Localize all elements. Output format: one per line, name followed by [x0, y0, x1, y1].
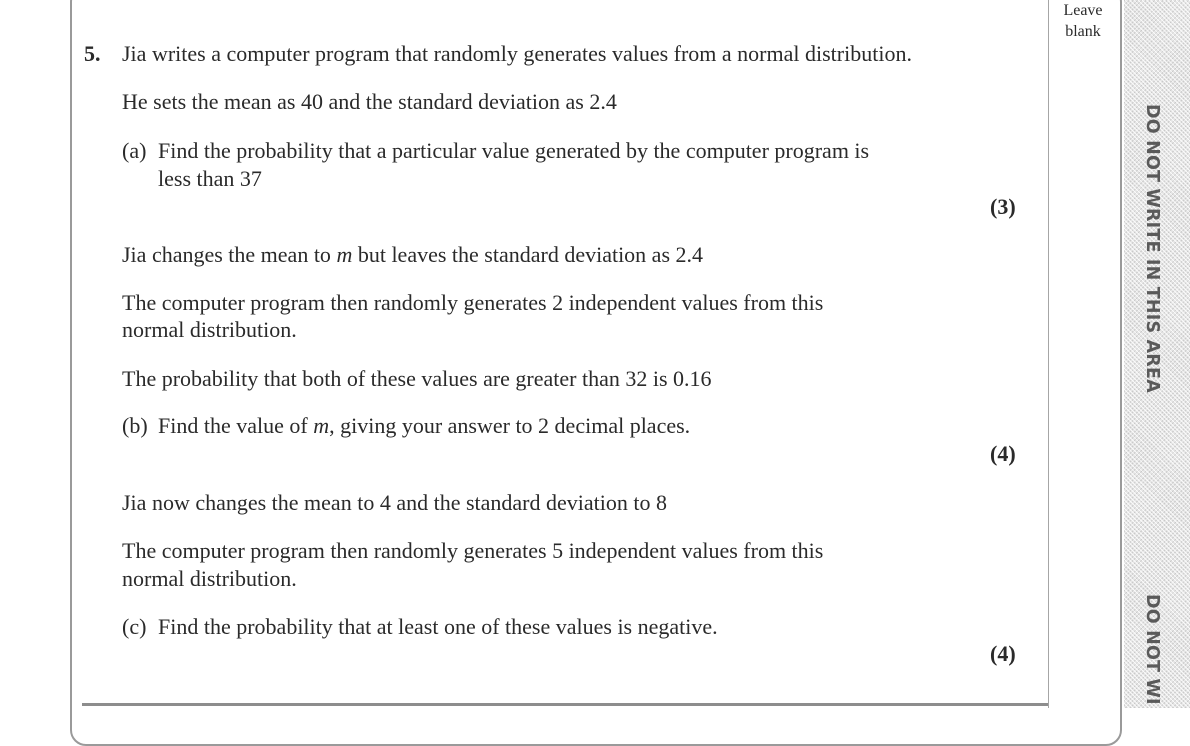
part-a-label: (a) — [122, 138, 147, 163]
stem-b-pre: Jia changes the mean to — [122, 242, 337, 267]
part-c-text: Find the probability that at least one of these values is negative. — [158, 614, 718, 639]
part-b-pre: Find the value of — [158, 413, 314, 438]
part-b-variable: m — [313, 413, 330, 438]
part-a-marks: (3) — [990, 194, 1016, 219]
question-intro-line2: He sets the mean as 40 and the standard deviation as 2.4 — [122, 89, 617, 114]
stem-b-variable: m — [336, 242, 353, 267]
leave-blank-label — [1055, 0, 1111, 42]
part-b-post: , giving your answer to 2 decimal places. — [329, 413, 691, 438]
stem-b-line1 — [122, 241, 703, 268]
part-b-marks: (4) — [990, 441, 1016, 466]
leave-blank-line2: blank — [1065, 23, 1101, 40]
stem-c2-line2: normal distribution. — [122, 566, 297, 591]
stem-b2-line1: The computer program then randomly generates 2 independent values from this — [122, 290, 824, 315]
do-not-write-label-cut: DO NOT WI — [1142, 594, 1162, 705]
margin-divider — [1048, 0, 1049, 708]
stem-c2-line1: The computer program then randomly generates 5 independent values from this — [122, 538, 824, 563]
stem-b2-line2: normal distribution. — [122, 317, 297, 342]
stem-b3: The probability that both of these values are greater than 32 is 0.16 — [122, 366, 712, 391]
do-not-write-label: DO NOT WRITE IN THIS AREA — [1142, 104, 1162, 393]
part-c-label: (c) — [122, 614, 147, 639]
part-a-line1 — [122, 137, 869, 164]
bottom-rule — [82, 703, 1048, 706]
stem-c1: Jia now changes the mean to 4 and the standard deviation to 8 — [122, 490, 667, 515]
question-intro-line1 — [84, 40, 912, 67]
intro-text-1: Jia writes a computer program that randomly generates values from a normal distribution. — [122, 41, 912, 66]
leave-blank-line1: Leave — [1063, 2, 1103, 19]
question-number: 5. — [84, 41, 101, 66]
part-a-line2: less than 37 — [158, 166, 262, 191]
stem-b-post: but leaves the standard deviation as 2.4 — [352, 242, 704, 267]
part-a-text1: Find the probability that a particular value generated by the computer program is — [158, 138, 870, 163]
part-c-marks: (4) — [990, 641, 1016, 666]
part-b-line — [122, 412, 690, 439]
part-b-label: (b) — [122, 413, 148, 438]
part-c-line — [122, 613, 718, 640]
